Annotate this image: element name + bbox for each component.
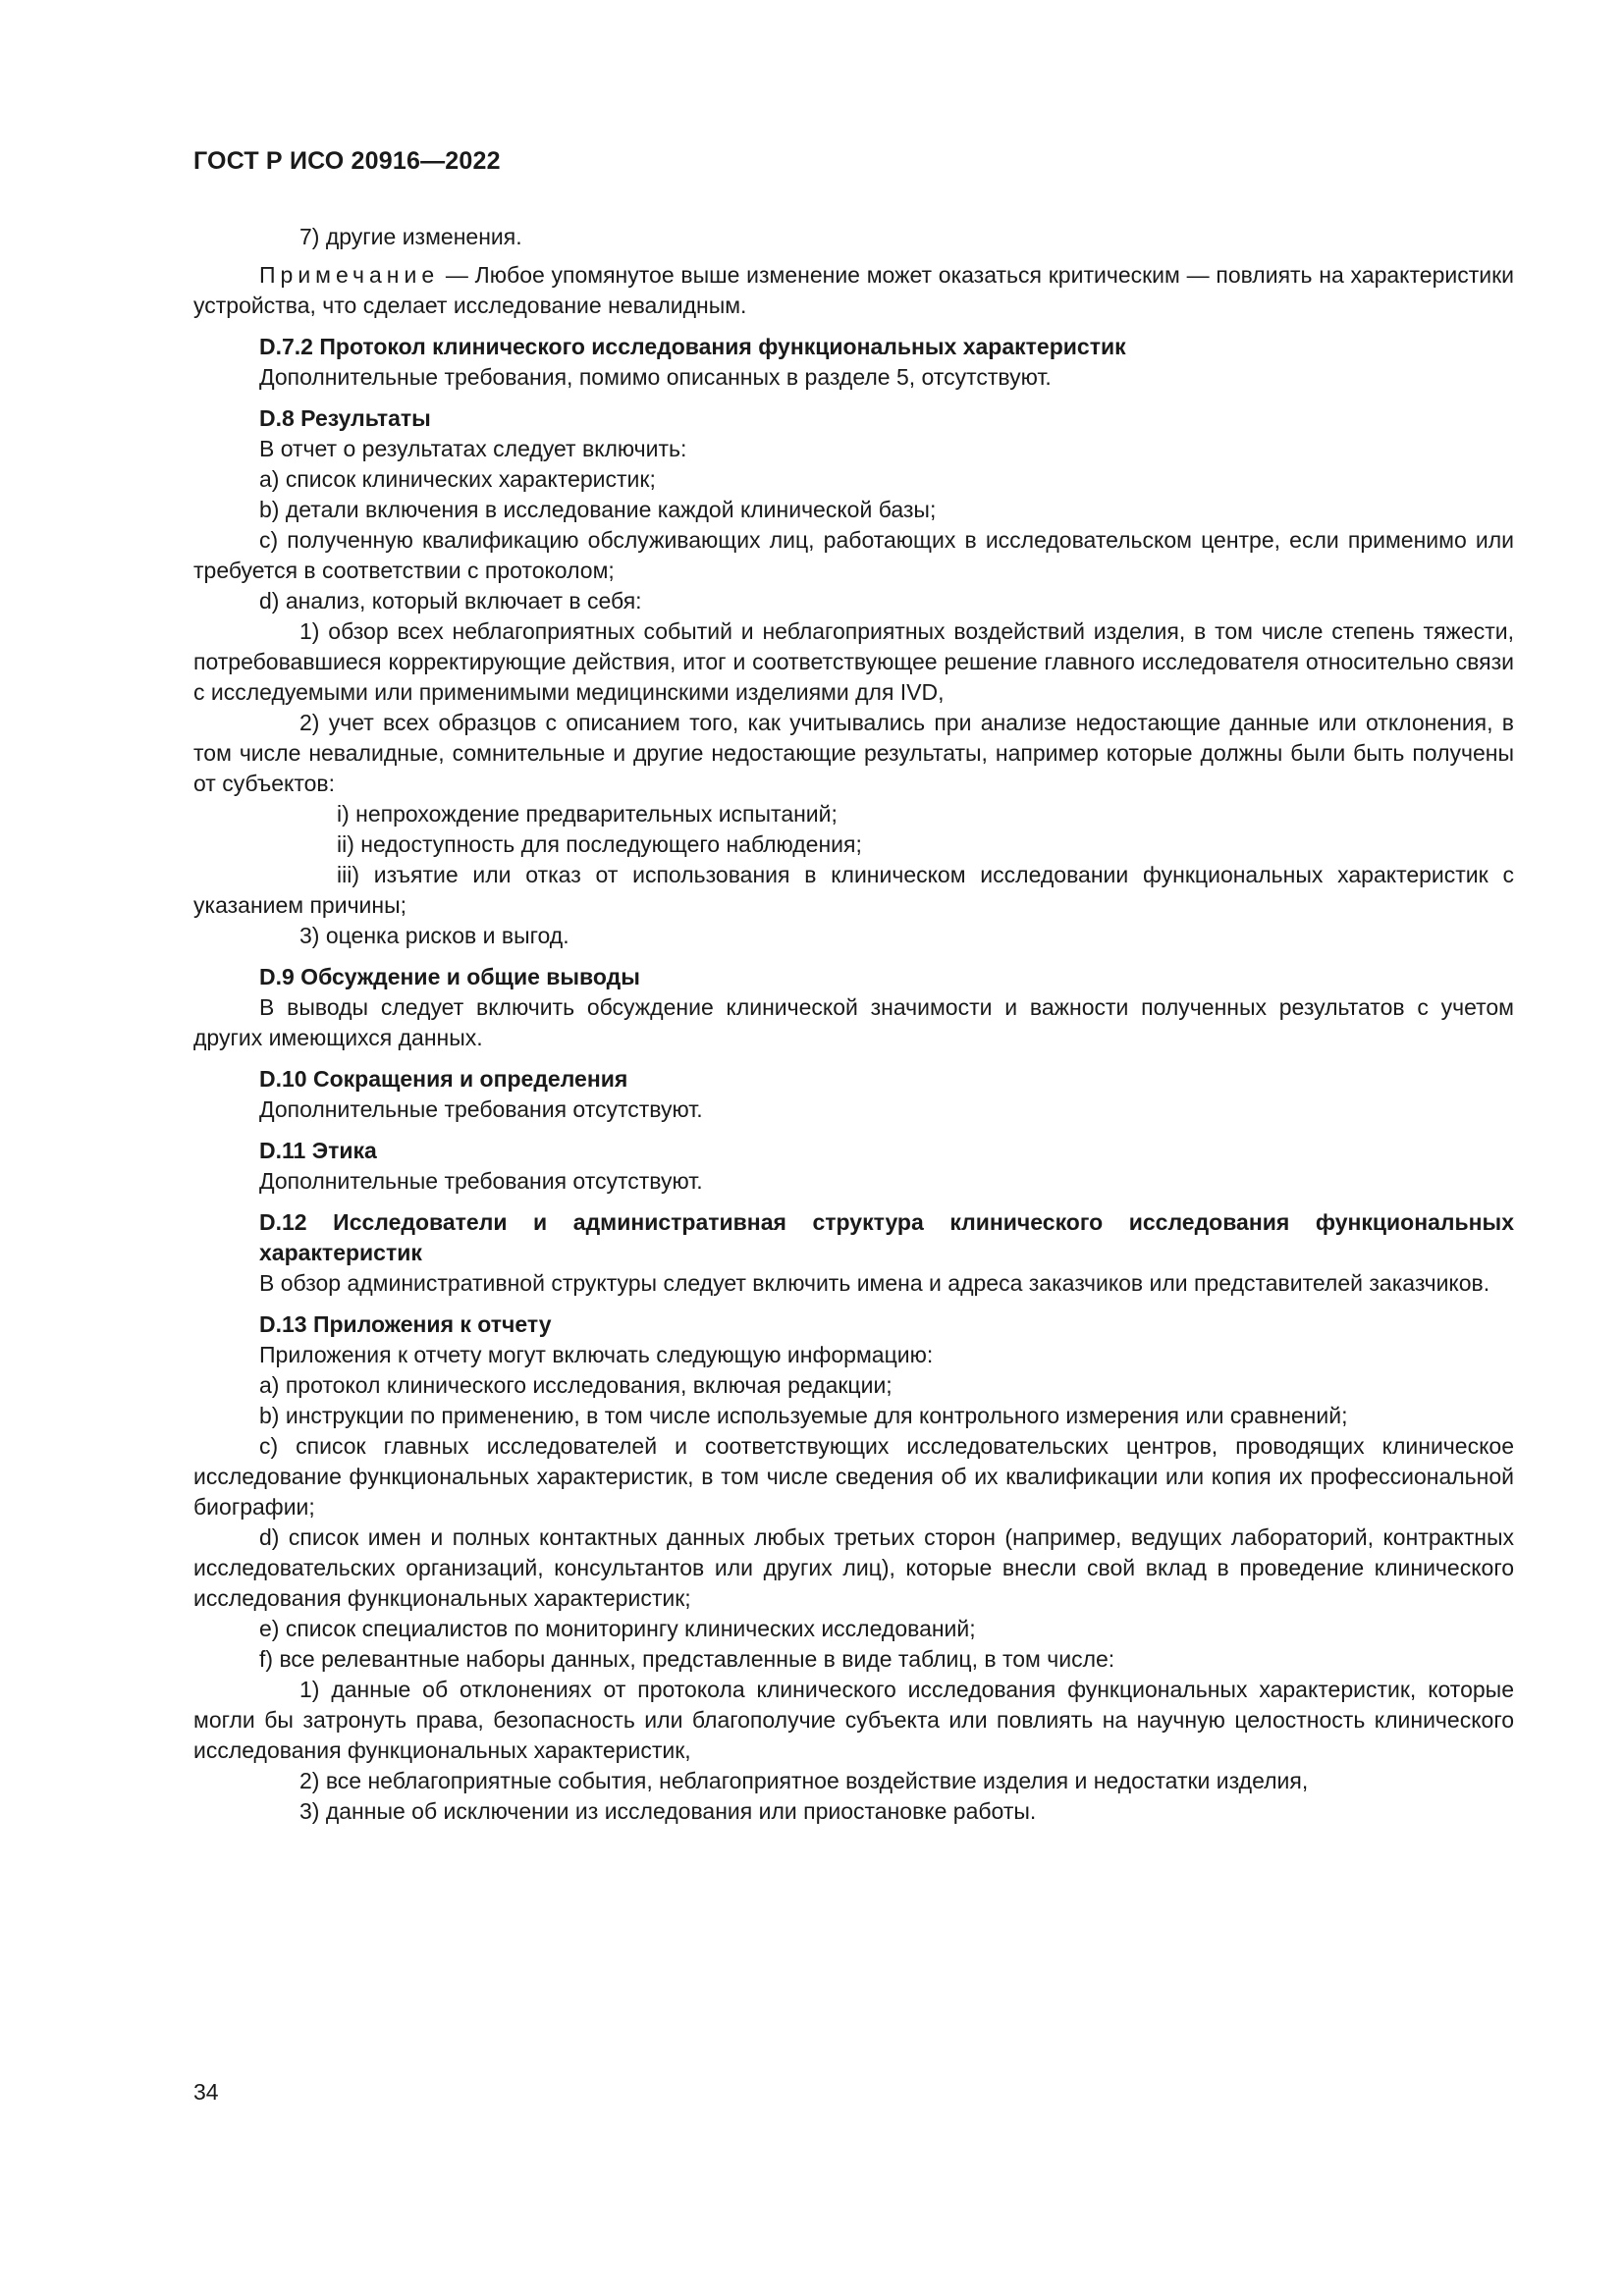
page-content	[193, 222, 1514, 1827]
paragraph: Дополнительные требования отсутствуют.	[259, 1168, 703, 1194]
note-paragraph	[193, 260, 1514, 321]
list-item: 7) другие изменения.	[299, 224, 522, 249]
list-item: 2) все неблагоприятные события, неблагоприятное воздействие изделия и недостатки изделия,	[299, 1768, 1309, 1793]
note-text: — Любое упомянутое выше изменение может оказаться критическим — повлиять на характеристики устройства, что сделает исследование невалидным.	[193, 262, 1514, 318]
list-item: i) непрохождение предварительных испытаний;	[337, 801, 838, 827]
paragraph: Приложения к отчету могут включать следующую информацию:	[259, 1342, 934, 1367]
page-number: 34	[193, 2079, 219, 2105]
note-label: Примечание	[259, 262, 440, 288]
section-heading-d11: D.11 Этика	[259, 1138, 377, 1163]
paragraph: В выводы следует включить обсуждение клинической значимости и важности полученных результатов с учетом других имеющихся данных.	[193, 994, 1514, 1050]
list-item: ii) недоступность для последующего наблюдения;	[337, 831, 862, 857]
list-item: a) протокол клинического исследования, включая редакции;	[259, 1372, 893, 1398]
list-item: 3) оценка рисков и выгод.	[299, 923, 569, 948]
list-item: 3) данные об исключении из исследования или приостановке работы.	[299, 1798, 1037, 1824]
list-item: b) детали включения в исследование каждой клинической базы;	[259, 497, 937, 522]
section-heading-d13: D.13 Приложения к отчету	[259, 1311, 552, 1337]
paragraph: Дополнительные требования, помимо описанных в разделе 5, отсутствуют.	[259, 364, 1052, 390]
paragraph: В отчет о результатах следует включить:	[259, 436, 687, 461]
section-heading-d12: D.12 Исследователи и административная структура клинического исследования функциональных характеристик	[259, 1209, 1514, 1265]
section-heading-d72: D.7.2 Протокол клинического исследования функциональных характеристик	[259, 334, 1126, 359]
list-item: d) анализ, который включает в себя:	[259, 588, 642, 614]
list-item: a) список клинических характеристик;	[259, 466, 656, 492]
list-item: d) список имен и полных контактных данных любых третьих сторон (например, ведущих лабораторий, контрактных исследовательских организаций, консультантов или других лиц), которые внесли свой вклад в проведение клинического исследования функциональных характеристик;	[193, 1524, 1514, 1611]
list-item: c) список главных исследователей и соответствующих исследовательских центров, проводящих клиническое исследование функциональных характеристик, в том числе сведения об их квалификации или копия их профессиональной биографии;	[193, 1433, 1514, 1520]
list-item: 1) обзор всех неблагоприятных событий и неблагоприятных воздействий изделия, в том числе степень тяжести, потребовавшиеся корректирующие действия, итог и соответствующее решение главного исследователя относительно связи с исследуемыми или применимыми медицинскими изделиями для IVD,	[193, 618, 1514, 705]
list-item: e) список специалистов по мониторингу клинических исследований;	[259, 1616, 976, 1641]
list-item: f) все релевантные наборы данных, представленные в виде таблиц, в том числе:	[259, 1646, 1115, 1672]
section-heading-d9: D.9 Обсуждение и общие выводы	[259, 964, 640, 989]
list-item: 2) учет всех образцов с описанием того, как учитывались при анализе недостающие данные или отклонения, в том числе невалидные, сомнительные и другие недостающие результаты, например которые должны были быть получены от субъектов:	[193, 710, 1514, 796]
section-heading-d8: D.8 Результаты	[259, 405, 431, 431]
list-item: iii) изъятие или отказ от использования в клиническом исследовании функциональных характеристик с указанием причины;	[193, 862, 1514, 918]
paragraph: Дополнительные требования отсутствуют.	[259, 1096, 703, 1122]
paragraph: В обзор административной структуры следует включить имена и адреса заказчиков или представителей заказчиков.	[259, 1270, 1490, 1296]
list-item: c) полученную квалификацию обслуживающих лиц, работающих в исследовательском центре, если применимо или требуется в соответствии с протоколом;	[193, 527, 1514, 583]
section-heading-d10: D.10 Сокращения и определения	[259, 1066, 628, 1092]
list-item: 1) данные об отклонениях от протокола клинического исследования функциональных характеристик, которые могли бы затронуть права, безопасность или благополучие субъекта или повлиять на научную целостность клинического исследования функциональных характеристик,	[193, 1677, 1514, 1763]
list-item: b) инструкции по применению, в том числе используемые для контрольного измерения или сравнений;	[259, 1403, 1348, 1428]
standard-header: ГОСТ Р ИСО 20916—2022	[193, 147, 501, 175]
